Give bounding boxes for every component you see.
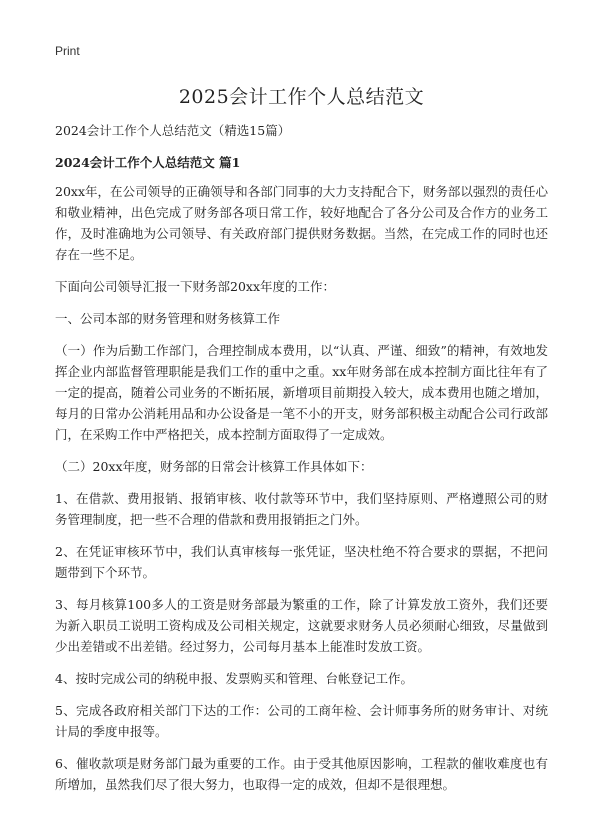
page-title: 2025会计工作个人总结范文 bbox=[178, 86, 425, 108]
list-item: 3、每月核算100多人的工资是财务部最为繁重的工作，除了计算发放工资外，我们还要为新入职员工说明工资构成及公司相关规定，这就要求财务人员必须耐心细致，尽量做到少出差错或不出差错。经过努力，公司每月基本上能准时发放工资。 bbox=[55, 597, 548, 654]
print-link[interactable]: Print bbox=[55, 44, 80, 58]
paragraph-intro: 20xx年，在公司领导的正确领导和各部门同事的大力支持配合下，财务部以强烈的责任心和敬业精神，出色完成了财务部各项日常工作，较好地配合了各分公司及合作方的业务工作，及时准确地为公司领导、有关政府部门提供财务数据。当然，在完成工作的同时也还存在一些不足。 bbox=[55, 184, 548, 262]
list-item: 2、在凭证审核环节中，我们认真审核每一张凭证，坚决杜绝不符合要求的票据，不把问题带到下个环节。 bbox=[55, 544, 548, 580]
list-item: 1、在借款、费用报销、报销审核、收付款等环节中，我们坚持原则、严格遵照公司的财务管理制度，把一些不合理的借款和费用报销拒之门外。 bbox=[55, 491, 548, 527]
paragraph-daily-accounting: （二）20xx年度，财务部的日常会计核算工作具体如下： bbox=[55, 459, 373, 474]
list-item: 4、按时完成公司的纳税申报、发票购买和管理、台帐登记工作。 bbox=[55, 671, 413, 686]
list-item: 6、催收款项是财务部门最为重要的工作。由于受其他原因影响，工程款的催收难度也有所增加，虽然我们尽了很大努力，也取得一定的成效，但却不是很理想。 bbox=[55, 756, 548, 792]
paragraph-part-one-heading: 一、公司本部的财务管理和财务核算工作 bbox=[55, 311, 281, 326]
list-item: 5、完成各政府相关部门下达的工作：公司的工商年检、会计师事务所的财务审计、对统计局的季度申报等。 bbox=[55, 703, 548, 739]
paragraph-cost-control: （一）作为后勤工作部门，合理控制成本费用，以“认真、严谨、细致”的精神，有效地发挥企业内部监督管理职能是我们工作的重中之重。xx年财务部在成本控制方面比往年有了一定的提高，随着公司业务的不断拓展，新增项目前期投入较大，成本费用也随之增加，每月的日常办公消耗用品和办公设备是一笔不小的开支，财务部积极主动配合公司行政部门，在采购工作中严格把关，成本控制方面取得了一定成效。 bbox=[55, 343, 548, 442]
paragraph-report-lead: 下面向公司领导汇报一下财务部20xx年度的工作： bbox=[55, 279, 336, 294]
section-heading: 2024会计工作个人总结范文 篇1 bbox=[55, 155, 241, 170]
document-subtitle: 2024会计工作个人总结范文（精选15篇） bbox=[55, 123, 291, 138]
article-body bbox=[55, 181, 548, 806]
